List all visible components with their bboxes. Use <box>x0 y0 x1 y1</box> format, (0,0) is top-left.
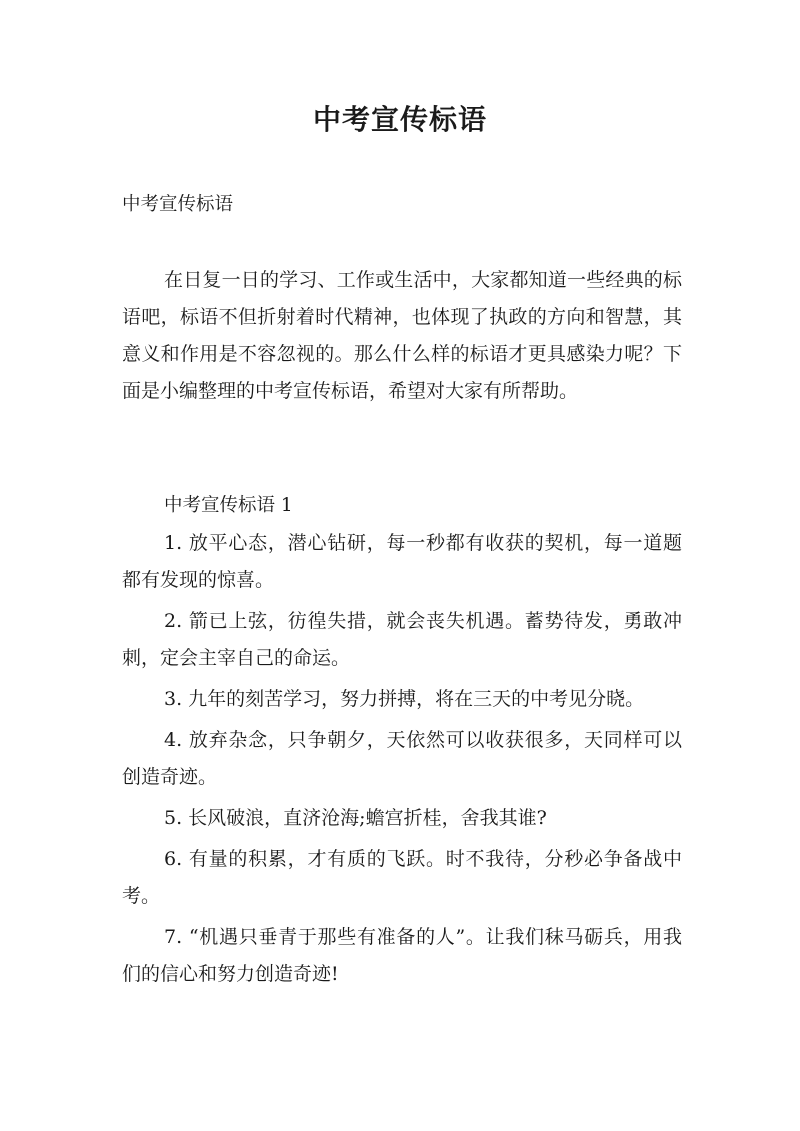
slogan-item-4: 4. 放弃杂念，只争朝夕，天依然可以收获很多，天同样可以创造奇迹。 <box>122 729 682 788</box>
slogan-item-3: 3. 九年的刻苦学习，努力拼搏，将在三天的中考见分晓。 <box>164 688 645 710</box>
document-subtitle: 中考宣传标语 <box>122 194 234 215</box>
slogan-item-7: 7. “机遇只垂青于那些有准备的人”。让我们秣马砺兵，用我们的信心和努力创造奇迹! <box>122 926 682 985</box>
section-heading: 中考宣传标语 1 <box>164 495 293 516</box>
slogan-item-2: 2. 箭已上弦，彷徨失措，就会丧失机遇。蓄势待发，勇敢冲刺，定会主宰自己的命运。 <box>122 610 682 669</box>
intro-paragraph: 在日复一日的学习、工作或生活中，大家都知道一些经典的标语吧，标语不但折射着时代精神，也体现了执政的方向和智慧，其意义和作用是不容忽视的。那么什么样的标语才更具感染力呢？下面是小编整理的中考宣传标语，希望对大家有所帮助。 <box>122 269 682 402</box>
slogan-item-1: 1. 放平心态，潜心钻研，每一秒都有收获的契机，每一道题都有发现的惊喜。 <box>122 532 682 591</box>
document-title: 中考宣传标语 <box>312 103 487 136</box>
slogan-list <box>122 525 682 997</box>
slogan-item-6: 6. 有量的积累，才有质的飞跃。时不我待，分秒必争备战中考。 <box>122 848 682 907</box>
slogan-item-5: 5. 长风破浪，直济沧海;蟾宫折桂，舍我其谁? <box>164 807 547 829</box>
